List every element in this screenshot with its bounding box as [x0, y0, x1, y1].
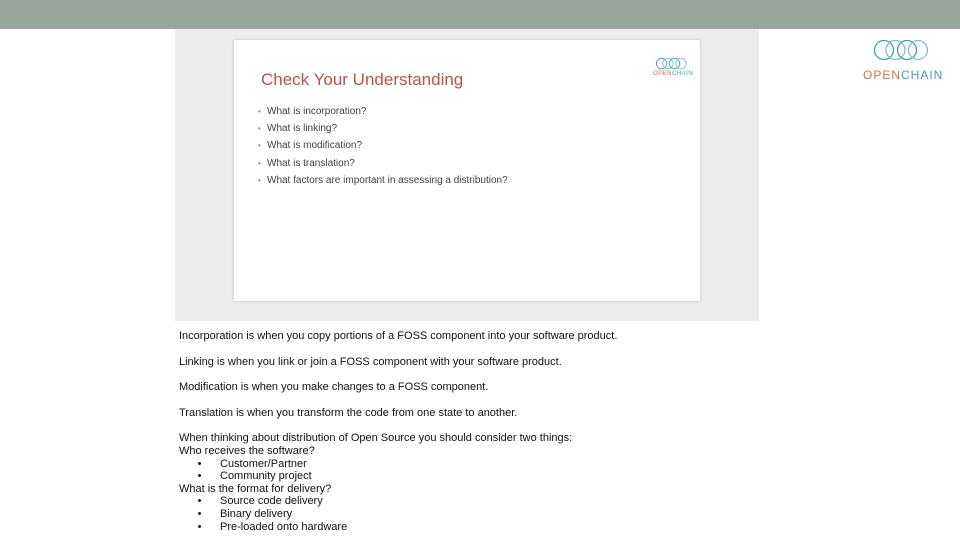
bullet-icon: •	[197, 507, 202, 520]
notes-paragraph: Translation is when you transform the code from one state to another.	[179, 406, 518, 419]
slide-bullet: • What is linking?	[258, 120, 508, 137]
notes-paragraph: Linking is when you link or join a FOSS component with your software product.	[179, 355, 562, 368]
bullet-icon: •	[258, 124, 261, 134]
bullet-icon: •	[258, 158, 261, 168]
slide-bullet: • What factors are important in assessing a distribution?	[258, 172, 508, 189]
bullet-icon: •	[197, 457, 202, 470]
notes-list-item: • Source code delivery	[179, 495, 617, 508]
notes-paragraph: When thinking about distribution of Open Source you should consider two things:	[179, 432, 573, 445]
slide-title: Check Your Understanding	[261, 70, 464, 89]
notes-list-item: • Community project	[179, 470, 617, 483]
openchain-logo-icon-small	[655, 57, 687, 70]
bullet-icon: •	[197, 470, 202, 483]
notes-question: What is the format for delivery?	[179, 482, 332, 495]
slide-bullet: • What is incorporation?	[258, 103, 508, 120]
bullet-icon: •	[258, 107, 261, 116]
openchain-wordmark-small: OPENCHAIN	[653, 71, 694, 77]
bullet-icon: •	[197, 495, 202, 508]
slide-bullet: • What is translation?	[258, 155, 508, 172]
slide-bullet-list	[258, 103, 508, 189]
openchain-logo-icon	[873, 38, 929, 62]
notes-paragraph: Incorporation is when you copy portions of a FOSS component into your software product.	[179, 330, 618, 342]
bullet-icon: •	[258, 175, 261, 185]
notes-question: Who receives the software?	[179, 444, 315, 457]
notes-list-item: • Binary delivery	[179, 508, 617, 521]
bullet-icon: •	[258, 141, 261, 151]
notes-list-item: • Pre-loaded onto hardware	[179, 521, 617, 534]
notes-paragraph: Modification is when you make changes to a FOSS component.	[179, 381, 489, 394]
slide-thumbnail	[234, 40, 700, 301]
notes-list-item: • Customer/Partner	[179, 458, 617, 471]
top-bar	[0, 0, 960, 29]
openchain-wordmark: OPENCHAIN	[863, 68, 944, 82]
speaker-notes	[179, 330, 617, 533]
slide-bullet: • What is modification?	[258, 137, 508, 154]
bullet-icon: •	[197, 520, 202, 533]
